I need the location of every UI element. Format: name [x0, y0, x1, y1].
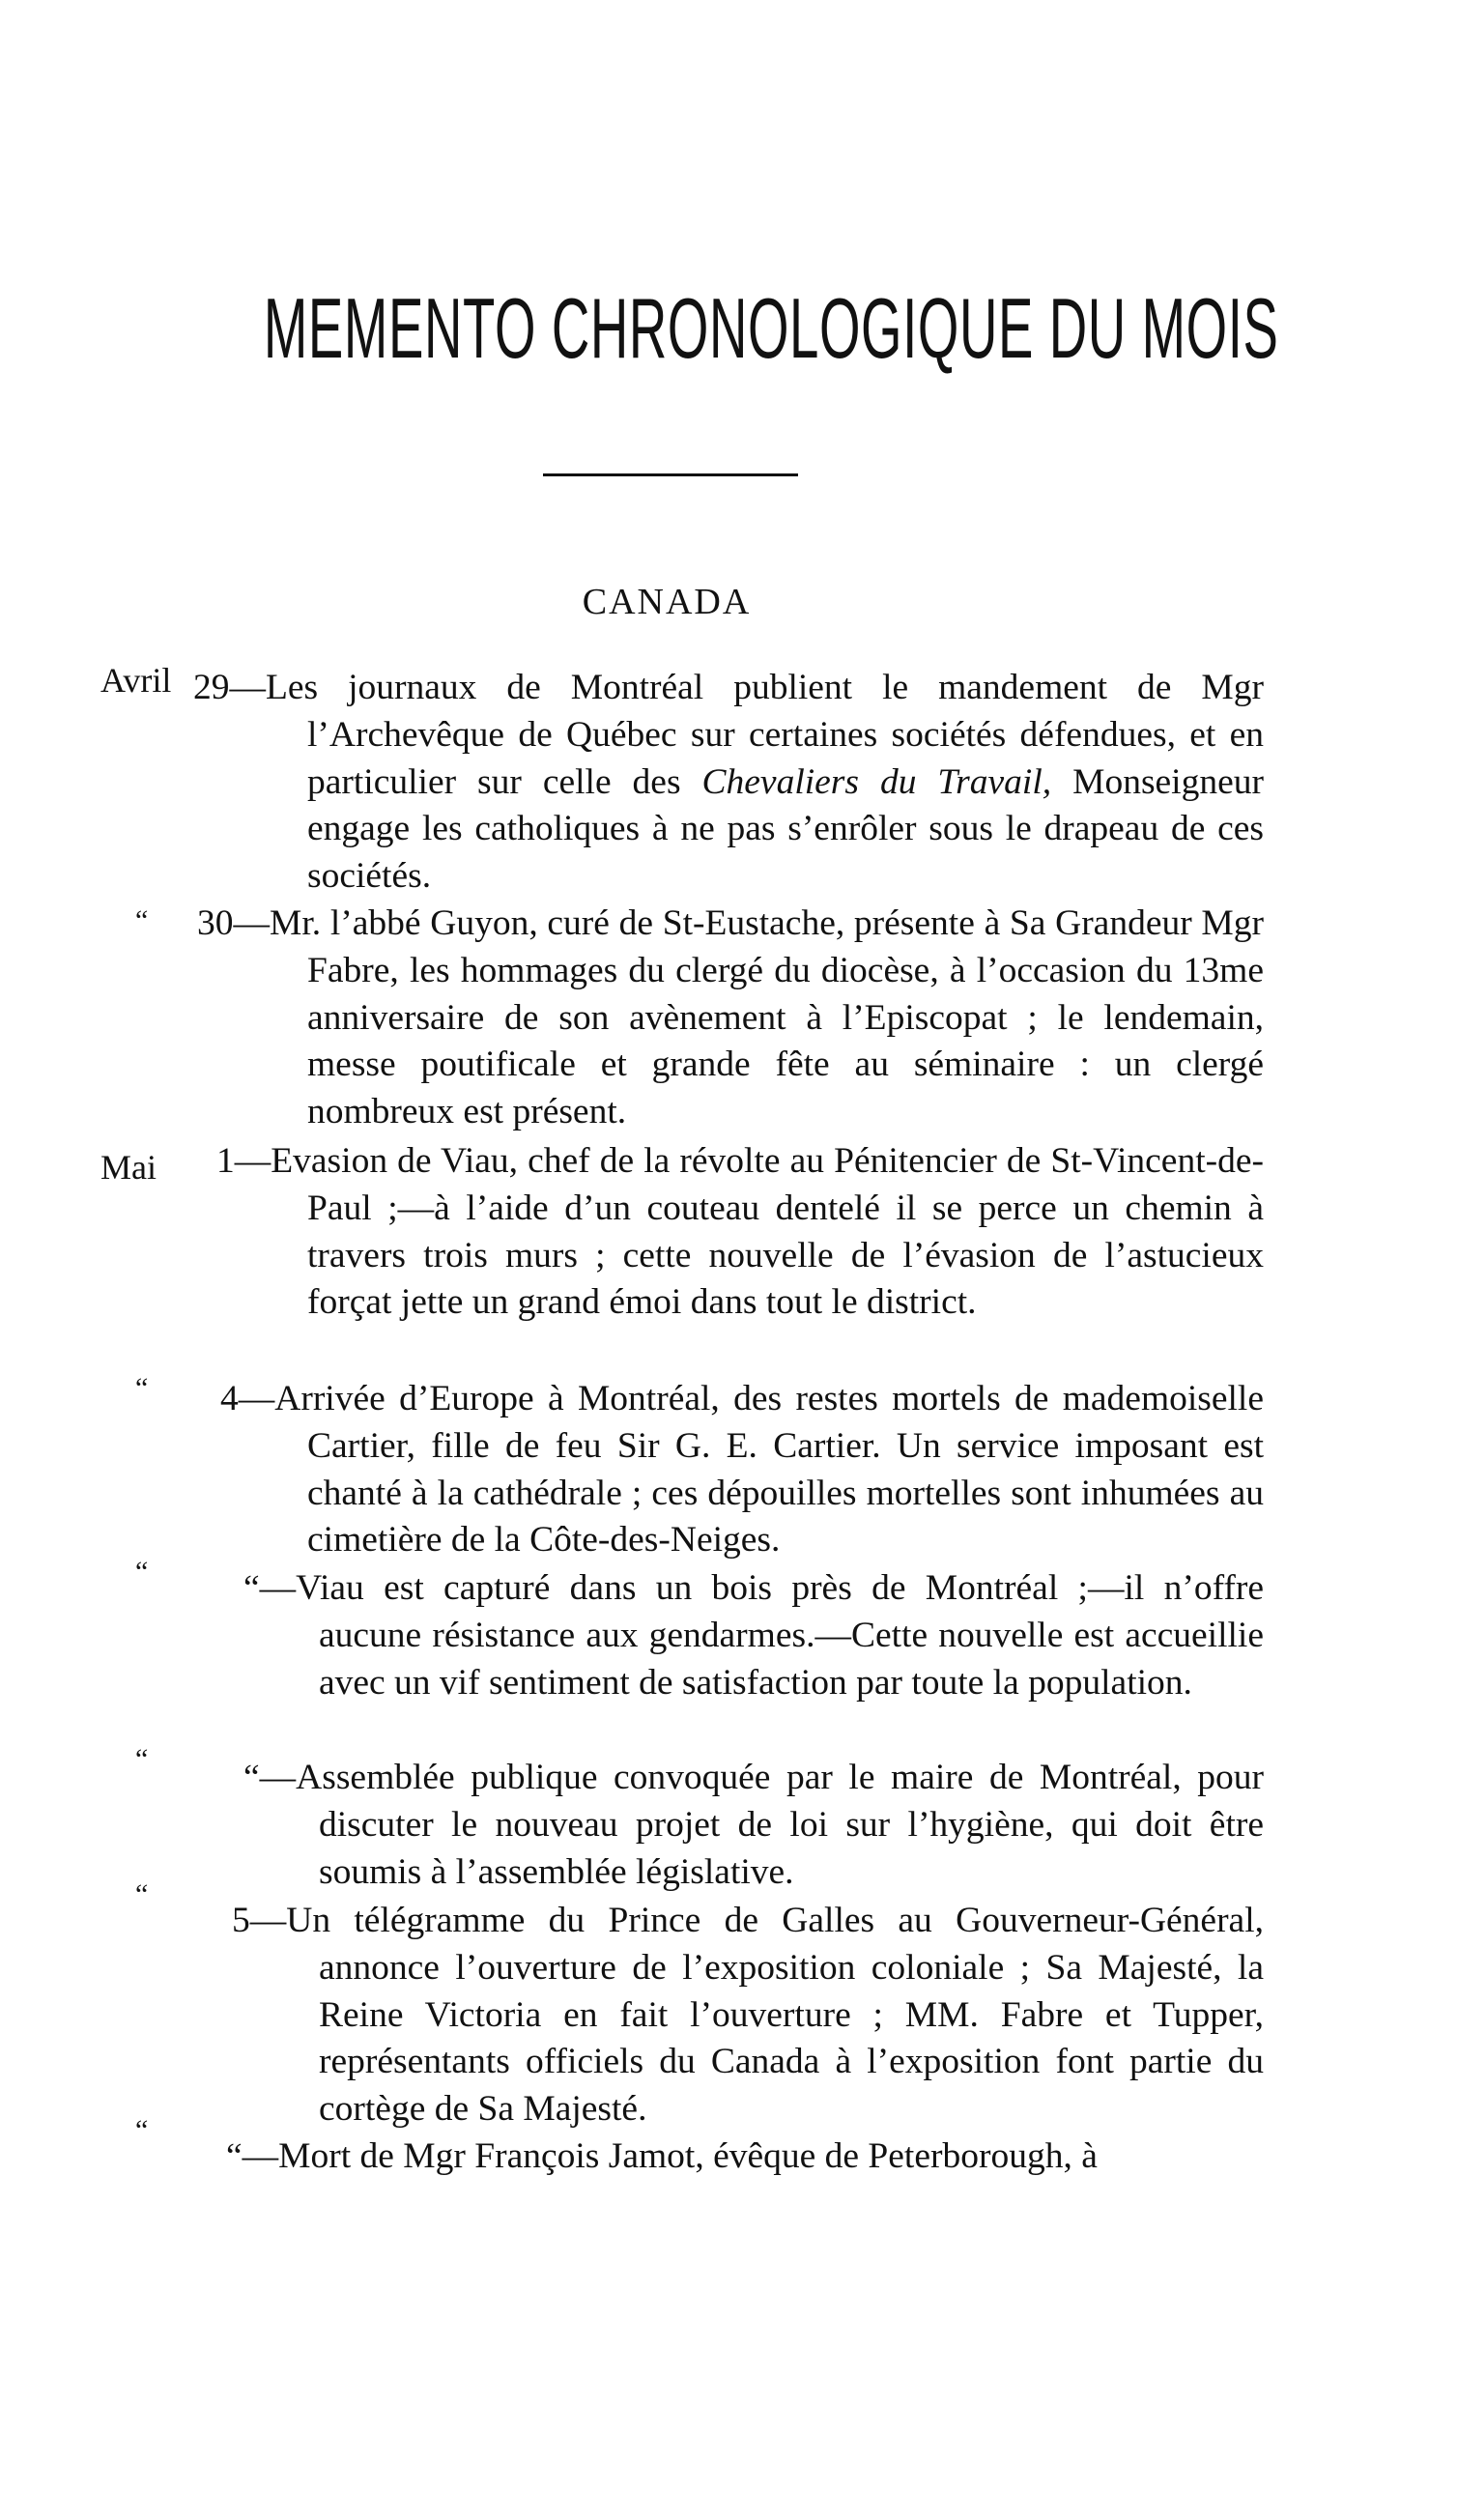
entry-text: Les journaux de Montréal publient le mandement de Mgr l’Archevêque de Québec sur certaines sociétés défendues, et en particulier sur celle des	[266, 668, 1264, 802]
ditto-mark: “	[135, 1878, 149, 1910]
entry-text: Un télégramme du Prince de Galles au Gouverneur-Général, annonce l’ouverture de l’exposition coloniale ; Sa Majesté, la Reine Victoria en fait l’ouverture ; MM. Fabre et Tupper, représentants officiels du Canada à l’exposition font partie du cortège de Sa Majesté.	[286, 1901, 1264, 2130]
chronology-entry	[0, 1138, 1457, 1376]
entry-text: Viau est capturé dans un bois près de Montréal ;—il n’offre aucune résistance aux gendarmes.—Cette nouvelle est accueillie avec un vif sentiment de satisfaction par toute la population.	[296, 1568, 1264, 1703]
chronology-entry	[0, 1556, 1457, 1755]
entry-date: “	[226, 2136, 243, 2176]
chronology-entry	[0, 1372, 1457, 1565]
entry-date: 4	[220, 1379, 239, 1418]
entry-dash: —	[229, 668, 266, 707]
chronology-entries	[0, 661, 1457, 2191]
chronology-entry	[0, 1878, 1457, 2133]
chronology-entry	[0, 901, 1457, 1138]
page-title: MEMENTO CHRONOLOGIQUE DU MOIS	[263, 280, 1279, 376]
entry-text: Arrivée d’Europe à Montréal, des restes mortels de mademoiselle Cartier, fille de feu Sir G. E. Cartier. Un service imposant est chanté à la cathédrale ; ces dépouilles mortelles sont inhumées au cimetière de la Côte-des-Neiges.	[274, 1379, 1264, 1561]
entry-date: 29	[193, 668, 230, 707]
entry-date: 5	[232, 1901, 250, 1940]
entry-text: Assemblée publique convoquée par le maire de Montréal, pour discuter le nouveau projet de loi sur l’hygiène, qui doit être soumis à l’assemblée législative.	[296, 1758, 1264, 1892]
entry-date: 1	[216, 1141, 235, 1181]
section-heading: CANADA	[582, 582, 752, 622]
entry-dash: —	[249, 1901, 287, 1940]
entry-text: Mr. l’abbé Guyon, curé de St-Eustache, présente à Sa Grandeur Mgr Fabre, les hommages du clergé du diocèse, à l’occasion du 13me anniversaire de son avènement à l’Episcopat ; le lendemain, messe poutificale et grande fête au séminaire : un clergé nombreux est présent.	[270, 903, 1264, 1132]
entry-dash: —	[238, 1379, 275, 1418]
ditto-mark: “	[135, 1743, 149, 1775]
entry-text: Mort de Mgr François Jamot, évêque de Peterborough, à	[278, 2136, 1098, 2176]
entry-dash: —	[233, 903, 270, 943]
entry-date: “	[243, 1568, 260, 1608]
entry-dash: —	[234, 1141, 271, 1181]
entry-date: “	[243, 1758, 260, 1797]
entry-month: Mai	[100, 1148, 157, 1187]
entry-dash: —	[259, 1758, 297, 1797]
ditto-mark: “	[135, 904, 149, 936]
entry-dash: —	[242, 2136, 279, 2176]
chronology-entry	[0, 1743, 1457, 1898]
ditto-mark: “	[135, 2114, 149, 2146]
title-rule	[543, 473, 798, 476]
entry-month: Avril	[100, 661, 172, 700]
entry-text-continued: Monseigneur engage les catholiques à ne pas s’enrôler sous le drapeau de ces sociétés.	[307, 761, 1264, 897]
ditto-mark: “	[135, 1372, 149, 1404]
ditto-mark: “	[135, 1556, 149, 1588]
entry-text: Evasion de Viau, chef de la révolte au Pénitencier de St-Vincent-de-Paul ;—à l’aide d’un couteau dentelé il se perce un chemin à travers trois murs ; cette nouvelle de l’évasion de l’astucieux forçat jette un grand émoi dans tout le district.	[271, 1141, 1264, 1323]
chronology-entry	[0, 2114, 1457, 2191]
chronology-entry	[0, 661, 1457, 901]
entry-date: 30	[197, 903, 234, 943]
entry-italic-text: Chevaliers du Travail,	[701, 761, 1052, 802]
entry-dash: —	[259, 1568, 297, 1608]
